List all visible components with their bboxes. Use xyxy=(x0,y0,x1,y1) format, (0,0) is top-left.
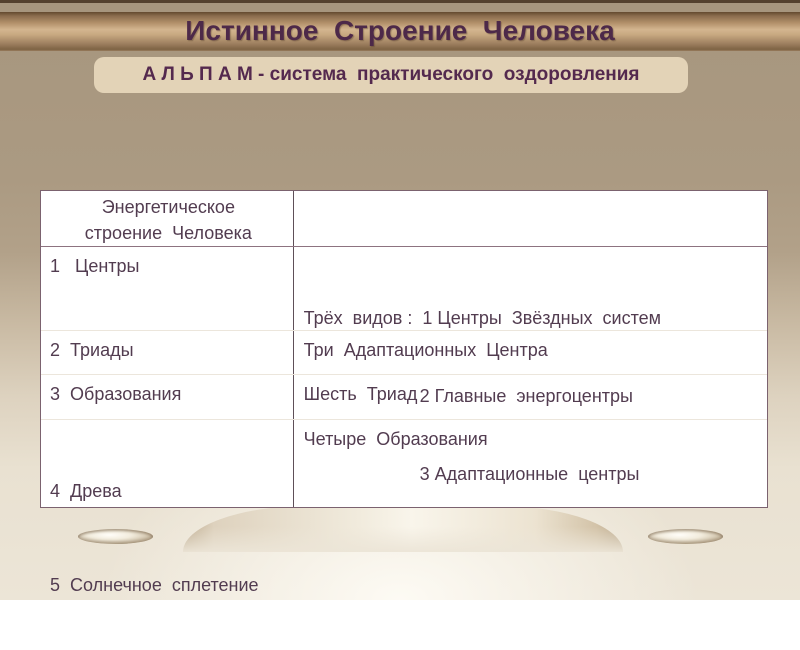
row-value-triads: Три Адаптационных Центра xyxy=(303,340,548,360)
row-label-formations: 3 Образования xyxy=(41,375,294,419)
slide-title: Истинное Строение Человека xyxy=(185,15,615,46)
table-row-formations xyxy=(41,374,767,419)
centers-line-1: Трёх видов : 1 Центры Звёздных систем xyxy=(303,308,662,328)
row-label-centers: 1 Центры xyxy=(41,247,294,330)
table-row-trees-plexus xyxy=(41,419,767,595)
subtitle-pill xyxy=(94,57,688,93)
trees-label: 4 Древа xyxy=(50,481,122,501)
table-header-row xyxy=(41,191,767,247)
solar-plexus-label: 5 Солнечное сплетение xyxy=(50,575,259,595)
row-value-formations: Шесть Триад xyxy=(303,384,418,404)
row-label-trees-plexus xyxy=(41,420,294,595)
centers-line-3: 3 Адаптационные центры xyxy=(419,464,640,484)
top-edge-line xyxy=(0,0,800,3)
row-value-trees-plexus: Четыре Образования xyxy=(303,429,488,449)
centers-line-2: 2 Главные энергоцентры xyxy=(419,386,633,406)
slide-subtitle: А Л Ь П А М - система практического оздоровления xyxy=(142,64,640,85)
table-row-triads xyxy=(41,330,767,374)
structure-table xyxy=(40,190,768,595)
row-label-triads: 2 Триады xyxy=(41,331,294,374)
header-cell-energy-structure: Энергетическое строение Человека xyxy=(41,191,294,246)
header-cell-empty xyxy=(294,191,767,246)
